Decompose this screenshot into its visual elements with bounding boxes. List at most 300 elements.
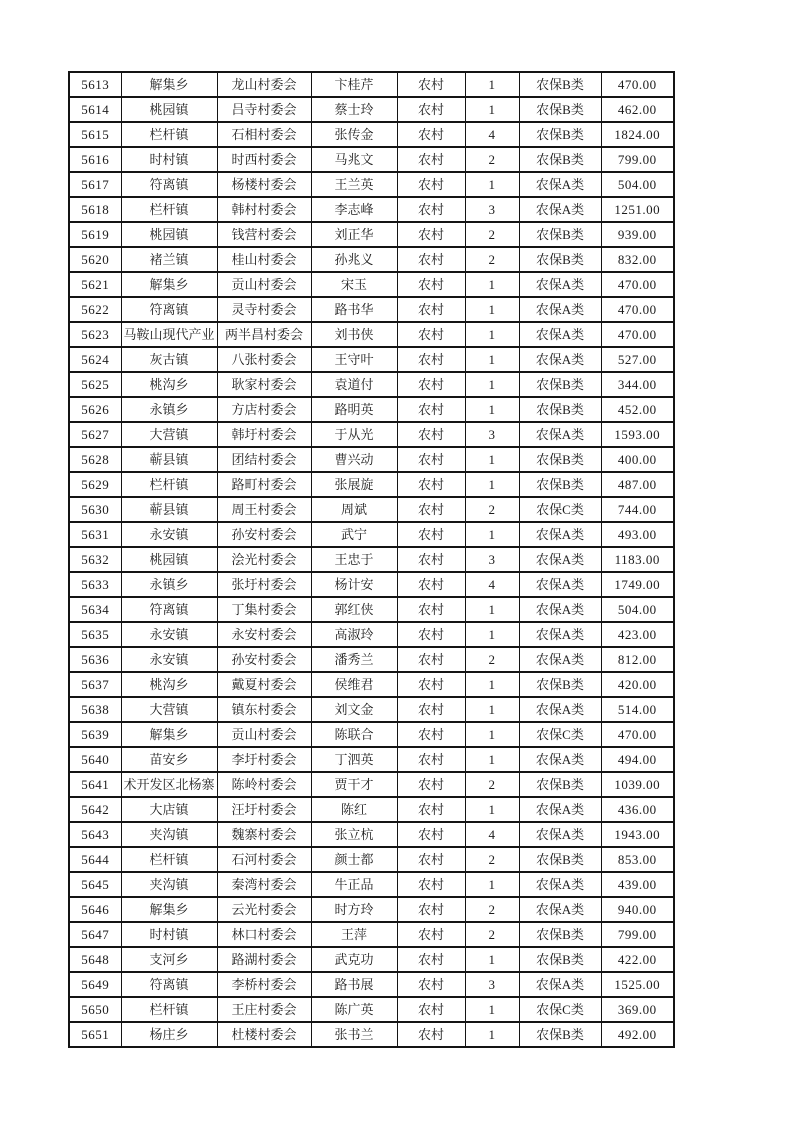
- cell-seq: 5631: [69, 522, 121, 547]
- cell-amount: 1749.00: [601, 572, 674, 597]
- cell-type: 农村: [397, 572, 465, 597]
- cell-town: 桃园镇: [121, 547, 217, 572]
- cell-count: 1: [465, 372, 519, 397]
- cell-town: 杨庄乡: [121, 1022, 217, 1047]
- cell-type: 农村: [397, 247, 465, 272]
- cell-person: 高淑玲: [311, 622, 397, 647]
- cell-type: 农村: [397, 847, 465, 872]
- table-row: [69, 272, 674, 297]
- cell-seq: 5618: [69, 197, 121, 222]
- cell-amount: 493.00: [601, 522, 674, 547]
- table-row: [69, 972, 674, 997]
- cell-count: 2: [465, 772, 519, 797]
- cell-person: 路书展: [311, 972, 397, 997]
- cell-amount: 832.00: [601, 247, 674, 272]
- table-row: [69, 722, 674, 747]
- cell-town: 灰古镇: [121, 347, 217, 372]
- cell-count: 3: [465, 547, 519, 572]
- table-row: [69, 522, 674, 547]
- cell-category: 农保A类: [519, 347, 601, 372]
- cell-town: 时村镇: [121, 922, 217, 947]
- cell-seq: 5633: [69, 572, 121, 597]
- cell-village: 浍光村委会: [217, 547, 311, 572]
- cell-type: 农村: [397, 472, 465, 497]
- cell-person: 丁泗英: [311, 747, 397, 772]
- cell-village: 周王村委会: [217, 497, 311, 522]
- cell-category: 农保B类: [519, 472, 601, 497]
- cell-type: 农村: [397, 97, 465, 122]
- cell-count: 2: [465, 847, 519, 872]
- cell-village: 韩村村委会: [217, 197, 311, 222]
- cell-seq: 5638: [69, 697, 121, 722]
- cell-count: 1: [465, 872, 519, 897]
- cell-person: 侯维君: [311, 672, 397, 697]
- cell-person: 张传金: [311, 122, 397, 147]
- cell-seq: 5629: [69, 472, 121, 497]
- cell-town: 栏杆镇: [121, 197, 217, 222]
- cell-count: 1: [465, 297, 519, 322]
- cell-town: 永镇乡: [121, 572, 217, 597]
- cell-seq: 5640: [69, 747, 121, 772]
- cell-town: 永镇乡: [121, 397, 217, 422]
- cell-amount: 492.00: [601, 1022, 674, 1047]
- cell-person: 路明英: [311, 397, 397, 422]
- cell-seq: 5649: [69, 972, 121, 997]
- cell-village: 孙安村委会: [217, 647, 311, 672]
- cell-village: 戴夏村委会: [217, 672, 311, 697]
- cell-category: 农保B类: [519, 447, 601, 472]
- cell-person: 张展旋: [311, 472, 397, 497]
- cell-town: 桃园镇: [121, 222, 217, 247]
- cell-count: 1: [465, 72, 519, 97]
- cell-count: 3: [465, 422, 519, 447]
- cell-count: 2: [465, 647, 519, 672]
- cell-amount: 1251.00: [601, 197, 674, 222]
- cell-amount: 940.00: [601, 897, 674, 922]
- cell-count: 1: [465, 697, 519, 722]
- cell-amount: 436.00: [601, 797, 674, 822]
- cell-village: 李圩村委会: [217, 747, 311, 772]
- cell-amount: 1525.00: [601, 972, 674, 997]
- cell-town: 永安镇: [121, 622, 217, 647]
- cell-amount: 504.00: [601, 172, 674, 197]
- cell-amount: 1593.00: [601, 422, 674, 447]
- cell-amount: 494.00: [601, 747, 674, 772]
- cell-category: 农保A类: [519, 647, 601, 672]
- table-row: [69, 447, 674, 472]
- cell-person: 周斌: [311, 497, 397, 522]
- cell-category: 农保A类: [519, 747, 601, 772]
- cell-person: 卞桂芹: [311, 72, 397, 97]
- cell-person: 武宁: [311, 522, 397, 547]
- table-row: [69, 197, 674, 222]
- cell-person: 曹兴动: [311, 447, 397, 472]
- cell-count: 1: [465, 172, 519, 197]
- cell-amount: 1039.00: [601, 772, 674, 797]
- cell-seq: 5637: [69, 672, 121, 697]
- cell-person: 郭红侠: [311, 597, 397, 622]
- cell-village: 王庄村委会: [217, 997, 311, 1022]
- cell-seq: 5617: [69, 172, 121, 197]
- cell-town: 栏杆镇: [121, 122, 217, 147]
- cell-amount: 1824.00: [601, 122, 674, 147]
- cell-category: 农保B类: [519, 672, 601, 697]
- cell-count: 4: [465, 572, 519, 597]
- cell-type: 农村: [397, 947, 465, 972]
- cell-category: 农保A类: [519, 797, 601, 822]
- cell-amount: 423.00: [601, 622, 674, 647]
- table-row: [69, 747, 674, 772]
- cell-town: 时村镇: [121, 147, 217, 172]
- cell-town: 褚兰镇: [121, 247, 217, 272]
- cell-person: 陈联合: [311, 722, 397, 747]
- cell-village: 永安村委会: [217, 622, 311, 647]
- cell-category: 农保A类: [519, 297, 601, 322]
- cell-seq: 5630: [69, 497, 121, 522]
- cell-type: 农村: [397, 347, 465, 372]
- cell-town: 桃沟乡: [121, 672, 217, 697]
- table-row: [69, 222, 674, 247]
- cell-village: 石相村委会: [217, 122, 311, 147]
- cell-seq: 5644: [69, 847, 121, 872]
- cell-town: 栏杆镇: [121, 997, 217, 1022]
- cell-category: 农保B类: [519, 147, 601, 172]
- cell-town: 栏杆镇: [121, 847, 217, 872]
- table-row: [69, 397, 674, 422]
- table-row: [69, 72, 674, 97]
- cell-village: 贡山村委会: [217, 722, 311, 747]
- cell-village: 李桥村委会: [217, 972, 311, 997]
- table-row: [69, 872, 674, 897]
- cell-amount: 420.00: [601, 672, 674, 697]
- cell-type: 农村: [397, 597, 465, 622]
- cell-village: 陈岭村委会: [217, 772, 311, 797]
- cell-count: 1: [465, 397, 519, 422]
- cell-count: 1: [465, 97, 519, 122]
- cell-category: 农保A类: [519, 522, 601, 547]
- cell-town: 符离镇: [121, 297, 217, 322]
- cell-amount: 470.00: [601, 272, 674, 297]
- cell-count: 1: [465, 947, 519, 972]
- cell-seq: 5650: [69, 997, 121, 1022]
- cell-count: 4: [465, 822, 519, 847]
- cell-category: 农保C类: [519, 497, 601, 522]
- cell-seq: 5616: [69, 147, 121, 172]
- cell-type: 农村: [397, 372, 465, 397]
- cell-village: 龙山村委会: [217, 72, 311, 97]
- cell-count: 1: [465, 672, 519, 697]
- cell-count: 1: [465, 797, 519, 822]
- cell-town: 夹沟镇: [121, 822, 217, 847]
- cell-amount: 344.00: [601, 372, 674, 397]
- cell-person: 马兆文: [311, 147, 397, 172]
- table-row: [69, 547, 674, 572]
- cell-seq: 5639: [69, 722, 121, 747]
- cell-type: 农村: [397, 972, 465, 997]
- cell-category: 农保A类: [519, 622, 601, 647]
- cell-village: 灵寺村委会: [217, 297, 311, 322]
- table-row: [69, 822, 674, 847]
- cell-village: 贡山村委会: [217, 272, 311, 297]
- cell-seq: 5619: [69, 222, 121, 247]
- cell-type: 农村: [397, 497, 465, 522]
- cell-person: 宋玉: [311, 272, 397, 297]
- cell-category: 农保B类: [519, 372, 601, 397]
- table-row: [69, 247, 674, 272]
- cell-category: 农保A类: [519, 697, 601, 722]
- table-row: [69, 922, 674, 947]
- cell-count: 1: [465, 272, 519, 297]
- records-table: [68, 71, 675, 1048]
- cell-town: 解集乡: [121, 72, 217, 97]
- table-row: [69, 422, 674, 447]
- cell-amount: 527.00: [601, 347, 674, 372]
- cell-type: 农村: [397, 997, 465, 1022]
- cell-person: 颜士都: [311, 847, 397, 872]
- cell-count: 2: [465, 897, 519, 922]
- cell-seq: 5625: [69, 372, 121, 397]
- cell-person: 武克功: [311, 947, 397, 972]
- cell-category: 农保A类: [519, 322, 601, 347]
- cell-count: 1: [465, 522, 519, 547]
- cell-town: 蕲县镇: [121, 447, 217, 472]
- table-row: [69, 672, 674, 697]
- table-row: [69, 597, 674, 622]
- cell-count: 1: [465, 597, 519, 622]
- cell-amount: 470.00: [601, 297, 674, 322]
- table-row: [69, 322, 674, 347]
- cell-count: 1: [465, 1022, 519, 1047]
- cell-town: 蕲县镇: [121, 497, 217, 522]
- cell-seq: 5622: [69, 297, 121, 322]
- cell-person: 王兰英: [311, 172, 397, 197]
- cell-village: 秦湾村委会: [217, 872, 311, 897]
- cell-town: 术开发区北杨寨: [121, 772, 217, 797]
- cell-type: 农村: [397, 322, 465, 347]
- cell-person: 刘正华: [311, 222, 397, 247]
- cell-category: 农保A类: [519, 822, 601, 847]
- cell-count: 1: [465, 322, 519, 347]
- cell-person: 于从光: [311, 422, 397, 447]
- cell-type: 农村: [397, 447, 465, 472]
- cell-village: 石河村委会: [217, 847, 311, 872]
- cell-type: 农村: [397, 622, 465, 647]
- cell-category: 农保A类: [519, 272, 601, 297]
- records-table-body: [69, 72, 674, 1047]
- cell-seq: 5626: [69, 397, 121, 422]
- cell-amount: 504.00: [601, 597, 674, 622]
- cell-type: 农村: [397, 197, 465, 222]
- cell-person: 刘书侠: [311, 322, 397, 347]
- cell-town: 永安镇: [121, 522, 217, 547]
- cell-type: 农村: [397, 797, 465, 822]
- cell-type: 农村: [397, 772, 465, 797]
- table-row: [69, 1022, 674, 1047]
- table-row: [69, 797, 674, 822]
- cell-count: 1: [465, 347, 519, 372]
- table-row: [69, 172, 674, 197]
- cell-seq: 5624: [69, 347, 121, 372]
- cell-village: 八张村委会: [217, 347, 311, 372]
- cell-category: 农保A类: [519, 897, 601, 922]
- cell-person: 贾干才: [311, 772, 397, 797]
- cell-count: 1: [465, 622, 519, 647]
- table-row: [69, 497, 674, 522]
- cell-person: 袁道付: [311, 372, 397, 397]
- cell-town: 解集乡: [121, 272, 217, 297]
- cell-town: 马鞍山现代产业: [121, 322, 217, 347]
- cell-village: 桂山村委会: [217, 247, 311, 272]
- cell-seq: 5642: [69, 797, 121, 822]
- cell-village: 孙安村委会: [217, 522, 311, 547]
- table-row: [69, 472, 674, 497]
- cell-amount: 462.00: [601, 97, 674, 122]
- cell-count: 1: [465, 722, 519, 747]
- cell-count: 1: [465, 472, 519, 497]
- table-row: [69, 847, 674, 872]
- cell-category: 农保B类: [519, 947, 601, 972]
- cell-category: 农保B类: [519, 847, 601, 872]
- cell-town: 桃园镇: [121, 97, 217, 122]
- cell-village: 云光村委会: [217, 897, 311, 922]
- table-row: [69, 947, 674, 972]
- cell-type: 农村: [397, 172, 465, 197]
- cell-amount: 470.00: [601, 72, 674, 97]
- cell-amount: 487.00: [601, 472, 674, 497]
- table-row: [69, 772, 674, 797]
- cell-village: 团结村委会: [217, 447, 311, 472]
- cell-village: 镇东村委会: [217, 697, 311, 722]
- cell-amount: 470.00: [601, 722, 674, 747]
- cell-amount: 439.00: [601, 872, 674, 897]
- cell-seq: 5628: [69, 447, 121, 472]
- cell-person: 时方玲: [311, 897, 397, 922]
- cell-village: 韩圩村委会: [217, 422, 311, 447]
- cell-category: 农保C类: [519, 997, 601, 1022]
- cell-village: 魏寨村委会: [217, 822, 311, 847]
- cell-seq: 5643: [69, 822, 121, 847]
- cell-seq: 5620: [69, 247, 121, 272]
- cell-amount: 799.00: [601, 147, 674, 172]
- cell-seq: 5621: [69, 272, 121, 297]
- cell-person: 陈红: [311, 797, 397, 822]
- cell-amount: 744.00: [601, 497, 674, 522]
- cell-category: 农保B类: [519, 122, 601, 147]
- cell-seq: 5623: [69, 322, 121, 347]
- cell-amount: 452.00: [601, 397, 674, 422]
- cell-amount: 1183.00: [601, 547, 674, 572]
- cell-seq: 5627: [69, 422, 121, 447]
- cell-person: 王守叶: [311, 347, 397, 372]
- cell-type: 农村: [397, 722, 465, 747]
- cell-person: 陈广英: [311, 997, 397, 1022]
- cell-category: 农保A类: [519, 547, 601, 572]
- cell-type: 农村: [397, 922, 465, 947]
- cell-type: 农村: [397, 822, 465, 847]
- cell-type: 农村: [397, 647, 465, 672]
- cell-village: 路町村委会: [217, 472, 311, 497]
- cell-person: 孙兆义: [311, 247, 397, 272]
- cell-village: 张圩村委会: [217, 572, 311, 597]
- table-row: [69, 897, 674, 922]
- table-row: [69, 647, 674, 672]
- cell-count: 2: [465, 222, 519, 247]
- cell-count: 1: [465, 997, 519, 1022]
- cell-town: 永安镇: [121, 647, 217, 672]
- cell-person: 牛正品: [311, 872, 397, 897]
- cell-count: 2: [465, 147, 519, 172]
- cell-type: 农村: [397, 747, 465, 772]
- table-row: [69, 622, 674, 647]
- table-row: [69, 347, 674, 372]
- cell-person: 张立杭: [311, 822, 397, 847]
- table-row: [69, 297, 674, 322]
- cell-person: 王萍: [311, 922, 397, 947]
- cell-type: 农村: [397, 297, 465, 322]
- table-row: [69, 147, 674, 172]
- cell-category: 农保B类: [519, 72, 601, 97]
- cell-type: 农村: [397, 697, 465, 722]
- cell-type: 农村: [397, 672, 465, 697]
- cell-type: 农村: [397, 272, 465, 297]
- cell-town: 大店镇: [121, 797, 217, 822]
- cell-amount: 369.00: [601, 997, 674, 1022]
- cell-type: 农村: [397, 872, 465, 897]
- cell-category: 农保B类: [519, 922, 601, 947]
- cell-village: 耿家村委会: [217, 372, 311, 397]
- table-row: [69, 997, 674, 1022]
- cell-count: 1: [465, 447, 519, 472]
- cell-village: 杨楼村委会: [217, 172, 311, 197]
- cell-count: 3: [465, 972, 519, 997]
- cell-category: 农保A类: [519, 597, 601, 622]
- cell-amount: 514.00: [601, 697, 674, 722]
- cell-town: 大营镇: [121, 422, 217, 447]
- cell-seq: 5635: [69, 622, 121, 647]
- cell-count: 2: [465, 247, 519, 272]
- cell-count: 1: [465, 747, 519, 772]
- cell-category: 农保A类: [519, 872, 601, 897]
- cell-category: 农保B类: [519, 247, 601, 272]
- cell-seq: 5613: [69, 72, 121, 97]
- cell-town: 符离镇: [121, 597, 217, 622]
- cell-type: 农村: [397, 222, 465, 247]
- cell-town: 苗安乡: [121, 747, 217, 772]
- cell-type: 农村: [397, 122, 465, 147]
- cell-amount: 939.00: [601, 222, 674, 247]
- cell-village: 林口村委会: [217, 922, 311, 947]
- cell-amount: 422.00: [601, 947, 674, 972]
- cell-type: 农村: [397, 422, 465, 447]
- cell-category: 农保B类: [519, 772, 601, 797]
- cell-amount: 799.00: [601, 922, 674, 947]
- cell-person: 李志峰: [311, 197, 397, 222]
- cell-seq: 5636: [69, 647, 121, 672]
- cell-person: 王忠于: [311, 547, 397, 572]
- cell-category: 农保C类: [519, 722, 601, 747]
- cell-category: 农保A类: [519, 572, 601, 597]
- cell-count: 2: [465, 497, 519, 522]
- cell-village: 两半昌村委会: [217, 322, 311, 347]
- cell-person: 张书兰: [311, 1022, 397, 1047]
- cell-town: 大营镇: [121, 697, 217, 722]
- cell-town: 栏杆镇: [121, 472, 217, 497]
- cell-seq: 5647: [69, 922, 121, 947]
- cell-amount: 400.00: [601, 447, 674, 472]
- cell-amount: 853.00: [601, 847, 674, 872]
- cell-seq: 5634: [69, 597, 121, 622]
- cell-category: 农保B类: [519, 97, 601, 122]
